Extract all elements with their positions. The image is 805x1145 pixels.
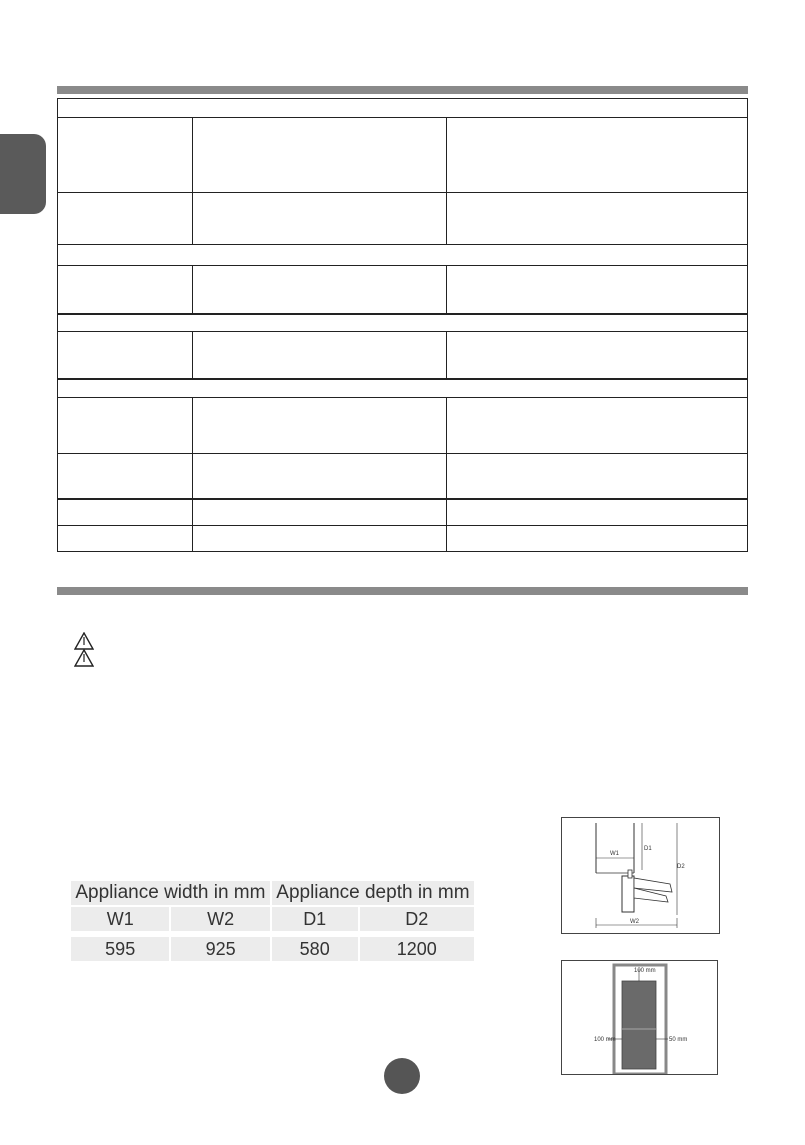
door-clearance-figure (561, 817, 720, 934)
specification-grid (57, 98, 748, 552)
section-side-tab (0, 134, 46, 214)
grid-row (58, 454, 747, 500)
grid-header-row (58, 245, 747, 266)
d2-label: D2 (677, 864, 685, 870)
section-header-bar-1 (57, 86, 748, 94)
section-header-bar-2 (57, 587, 748, 595)
left-clearance-label: 100 mm (594, 1037, 616, 1043)
d1-header: D1 (272, 907, 358, 931)
ventilation-clearance-figure (561, 960, 718, 1075)
grid-header-row (58, 315, 747, 332)
d1-value: 580 (272, 937, 358, 961)
dimensions-subheader-row (71, 907, 474, 931)
grid-row (58, 266, 747, 315)
top-clearance-label: 100 mm (634, 968, 656, 974)
d1-label: D1 (644, 846, 652, 852)
d2-value: 1200 (360, 937, 474, 961)
warning-triangle-icon (74, 632, 94, 668)
w2-value: 925 (171, 937, 269, 961)
dimensions-value-row (71, 937, 474, 961)
w2-label: W2 (630, 919, 639, 925)
grid-header-row (58, 380, 747, 398)
grid-header-row (58, 99, 747, 118)
width-header: Appliance width in mm (71, 881, 270, 905)
w1-header: W1 (71, 907, 169, 931)
dimensions-header-row (71, 881, 474, 905)
grid-row (58, 332, 747, 380)
grid-row (58, 500, 747, 526)
grid-row (58, 398, 747, 454)
page-number-dot (384, 1058, 420, 1094)
w1-value: 595 (71, 937, 169, 961)
w2-header: W2 (171, 907, 269, 931)
depth-header: Appliance depth in mm (272, 881, 474, 905)
w1-label: W1 (610, 851, 619, 857)
grid-row (58, 526, 747, 551)
grid-row (58, 193, 747, 245)
d2-header: D2 (360, 907, 474, 931)
grid-row (58, 118, 747, 193)
appliance-dimensions-table (69, 879, 476, 963)
right-clearance-label: 50 mm (669, 1037, 688, 1043)
